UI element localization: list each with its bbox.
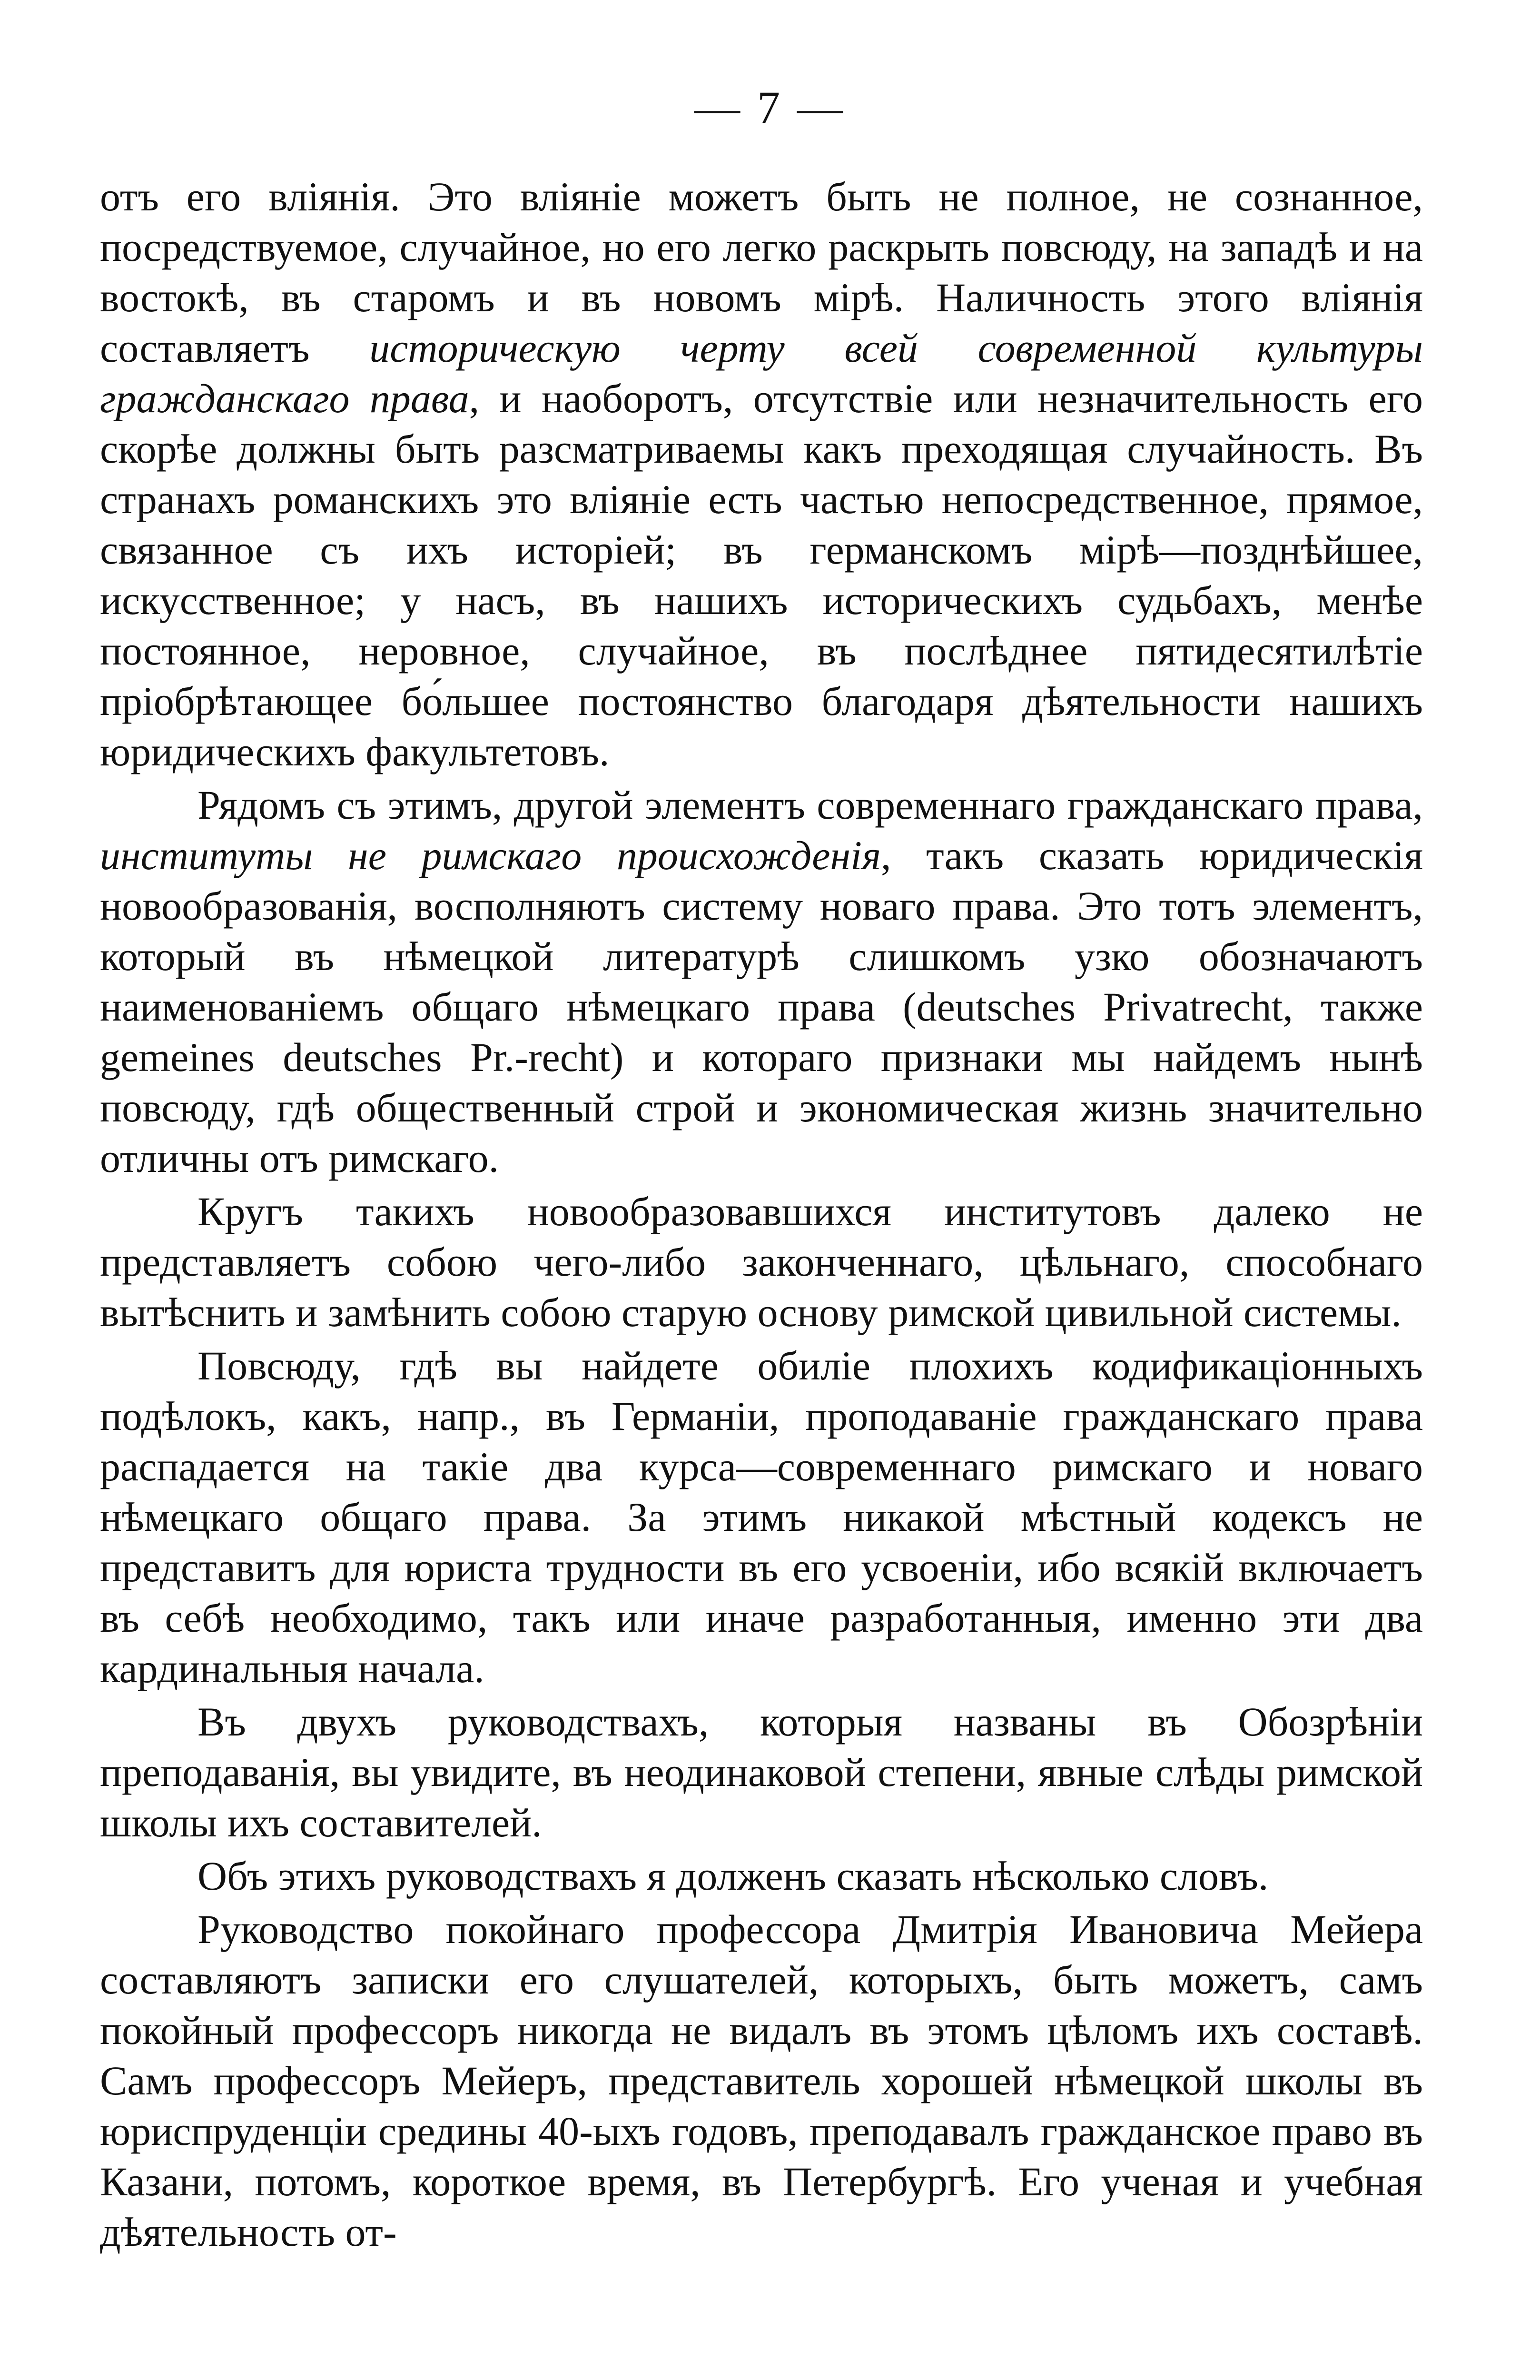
text-run: , такъ сказать юридическія новообразованія, восполняютъ систему новаго права. Это тотъ элементъ, который въ нѣмецкой литературѣ слишкомъ узко обозначаютъ наименованіемъ общаго нѣмецкаго права (deutsches Privatrecht, также gemeines deutsches Pr.-recht) и котораго признаки мы найдемъ нынѣ повсюду, гдѣ общественный строй и экономическая жизнь значительно отличны отъ римскаго.: [100, 833, 1423, 1181]
italic-phrase: историческую черту всей современной культуры гражданскаго права: [100, 325, 1423, 421]
text-run: Повсюду, гдѣ вы найдете обиліе плохихъ кодификаціонныхъ подѣлокъ, какъ, напр., въ Германіи, проподаваніе гражданскаго права распадается на такіе два курса—современнаго римскаго и новаго нѣмецкаго общаго права. За этимъ никакой мѣстный кодексъ не представитъ для юриста трудности въ его усвоеніи, ибо всякій включаетъ въ себѣ необходимо, такъ или иначе разработанныя, именно эти два кардинальныя начала.: [100, 1343, 1423, 1691]
paragraph: [100, 1904, 1423, 2257]
text-run: , и наоборотъ, отсутствіе или незначительность его скорѣе должны быть разсматриваемы какъ преходящая случайность. Въ странахъ романскихъ это вліяніе есть частью непосредственное, прямое, связанное съ ихъ исторіей; въ германскомъ мірѣ—позднѣйшее, искусственное; у насъ, въ нашихъ историческихъ судьбахъ, менѣе постоянное, неровное, случайное, въ послѣднее пятидесятилѣтіе пріобрѣтающее бо́льшее постоянство благодаря дѣятельности нашихъ юридическихъ факультетовъ.: [100, 376, 1423, 774]
italic-phrase: институты не римскаго происхожденія: [100, 833, 881, 878]
text-run: Рядомъ съ этимъ, другой элементъ современнаго гражданскаго права,: [197, 782, 1423, 828]
body-text: [100, 171, 1423, 2257]
paragraph: [100, 1340, 1423, 1694]
text-run: отъ его вліянія. Это вліяніе можетъ быть не полное, не сознанное, посредствуемое, случайное, но его легко раскрыть повсюду, на западѣ и на востокѣ, въ старомъ и въ новомъ мірѣ. Наличность этого вліянія составляетъ: [100, 174, 1423, 371]
paragraph: [100, 1186, 1423, 1338]
text-run: Кругъ такихъ новообразовавшихся институтовъ далеко не представляетъ собою чего-либо законченнаго, цѣльнаго, способнаго вытѣснить и замѣнить собою старую основу римской цивильной системы.: [100, 1189, 1423, 1335]
paragraph: [100, 171, 1423, 777]
page-number: — 7 —: [694, 82, 846, 133]
text-run: Объ этихъ руководствахъ я долженъ сказать нѣсколько словъ.: [197, 1853, 1269, 1899]
paragraph: [100, 1851, 1423, 1901]
paragraph: [100, 780, 1423, 1183]
text-run: Руководство покойнаго профессора Дмитрія Ивановича Мейера составляютъ записки его слушателей, которыхъ, быть можетъ, самъ покойный профессоръ никогда не видалъ въ этомъ цѣломъ ихъ составѣ. Самъ профессоръ Мейеръ, представитель хорошей нѣмецкой школы въ юриспруденціи средины 40-ыхъ годовъ, преподавалъ гражданское право въ Казани, потомъ, короткое время, въ Петербургѣ. Его ученая и учебная дѣятельность от-: [100, 1906, 1423, 2255]
paragraph: [100, 1696, 1423, 1848]
text-run: Въ двухъ руководствахъ, которыя названы въ Обозрѣніи преподаванія, вы увидите, въ неодинаковой степени, явные слѣды римской школы ихъ составителей.: [100, 1699, 1423, 1845]
